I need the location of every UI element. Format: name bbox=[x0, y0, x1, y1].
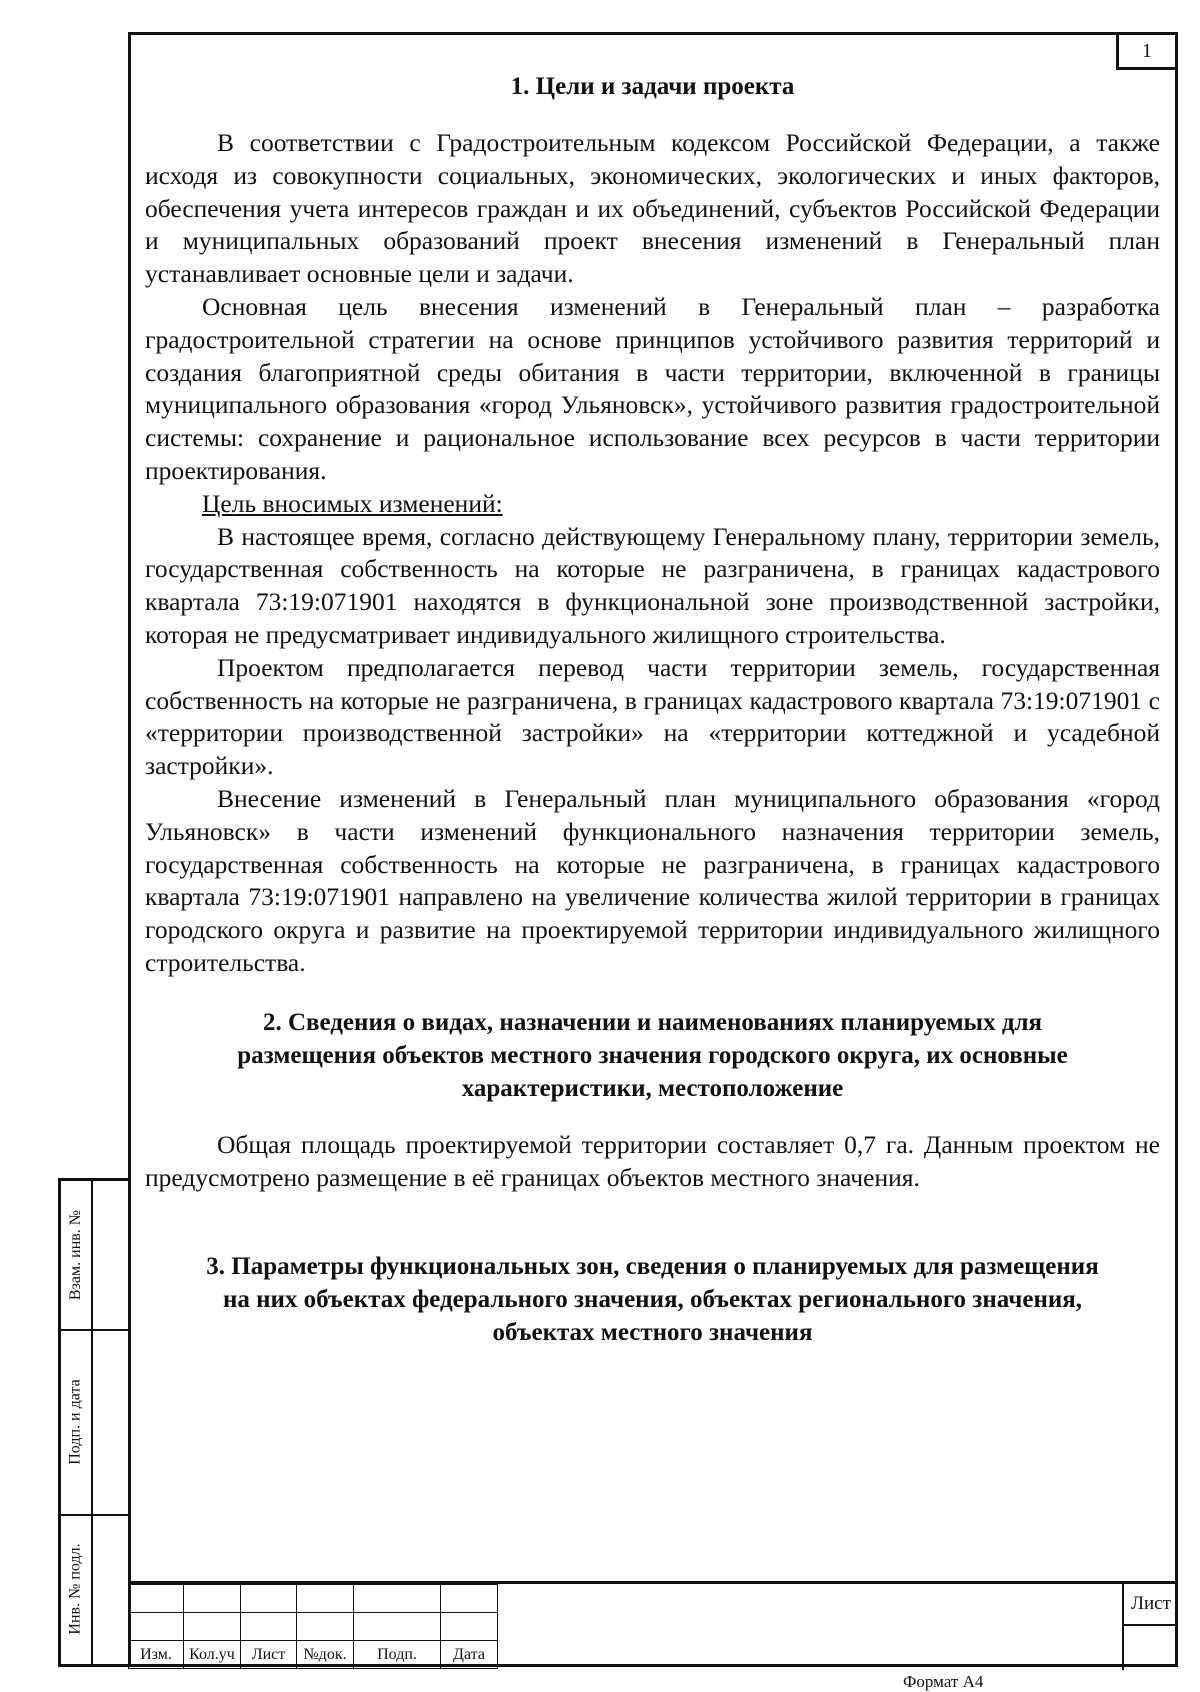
col-count: Кол.уч bbox=[184, 1641, 241, 1669]
section-2-title: 2. Сведения о видах, назначении и наименованиях планируемых для размещения объектов местного значения городского округа, их основные характеристики, местоположение bbox=[237, 1008, 1068, 1102]
col-change: Изм. bbox=[129, 1641, 184, 1669]
title-block-table bbox=[128, 1584, 498, 1669]
side-strip bbox=[58, 1178, 128, 1667]
col-sheet: Лист bbox=[241, 1641, 297, 1669]
format-label: Формат А4 bbox=[903, 1672, 984, 1691]
title-block bbox=[128, 1581, 1178, 1670]
section-2-paragraph-1: Общая площадь проектируемой территории составляет 0,7 га. Данным проектом не предусмотрено размещение в её границах объектов местного значения. bbox=[145, 1129, 1160, 1192]
col-signature: Подп. bbox=[354, 1641, 441, 1669]
section-3-title: 3. Параметры функциональных зон, сведения о планируемых для размещения на них объектах федерального значения, объектах регионального значения, объектах местного значения bbox=[206, 1253, 1099, 1347]
section-1-paragraph-4: Проектом предполагается перевод части территории земель, государственная собственность на которые не разграничена, в границах кадастрового квартала 73:19:071901 с «территории производственной застройки» на «территории коттеджной и усадебной застройки». bbox=[145, 652, 1160, 781]
goal-heading: Цель вносимых изменений: bbox=[202, 488, 503, 518]
sheet-box bbox=[1122, 1584, 1178, 1670]
side-label-original-inv: Инв. № подл. bbox=[67, 1543, 85, 1635]
document-content bbox=[145, 70, 1160, 1349]
sheet-label: Лист bbox=[1124, 1584, 1178, 1626]
side-label-signature-date: Подп. и дата bbox=[67, 1378, 85, 1465]
section-1-title: 1. Цели и задачи проекта bbox=[510, 73, 795, 100]
col-doc-no: №док. bbox=[297, 1641, 354, 1669]
section-1-paragraph-1: В соответствии с Градостроительным кодексом Российской Федерации, а также исходя из совокупности социальных, экономических, экологических и иных факторов, обеспечения учета интересов граждан и их объединений, субъектов Российской Федерации и муниципальных образований проект внесения изменений в Генеральный план устанавливает основные цели и задачи. bbox=[145, 128, 1160, 289]
page-number: 1 bbox=[1116, 32, 1178, 70]
side-label-replacement-inv: Взам. инв. № bbox=[67, 1209, 85, 1301]
section-1-paragraph-5: Внесение изменений в Генеральный план муниципального образования «город Ульяновск» в части изменений функционального назначения территории земель, государственная собственность на которые не разграничена, в границах кадастрового квартала 73:19:071901 направлено на увеличение количества жилой территории в границах городского округа и развитие на проектируемой территории индивидуального жилищного строительства. bbox=[145, 783, 1160, 977]
col-date: Дата bbox=[441, 1641, 498, 1669]
section-1-paragraph-3: В настоящее время, согласно действующему Генеральному плану, территории земель, государственная собственность на которые не разграничена, в границах кадастрового квартала 73:19:071901 находятся в функциональной зоне производственной застройки, которая не предусматривает индивидуального жилищного строительства. bbox=[145, 521, 1160, 649]
section-1-paragraph-2: Основная цель внесения изменений в Генеральный план – разработка градостроительной стратегии на основе принципов устойчивого развития территорий и создания благоприятной среды обитания в части территории, включенной в границы муниципального образования «город Ульяновск», устойчивого развития градостроительной системы: сохранение и рациональное использование всех ресурсов в части территории проектирования. bbox=[145, 291, 1160, 485]
